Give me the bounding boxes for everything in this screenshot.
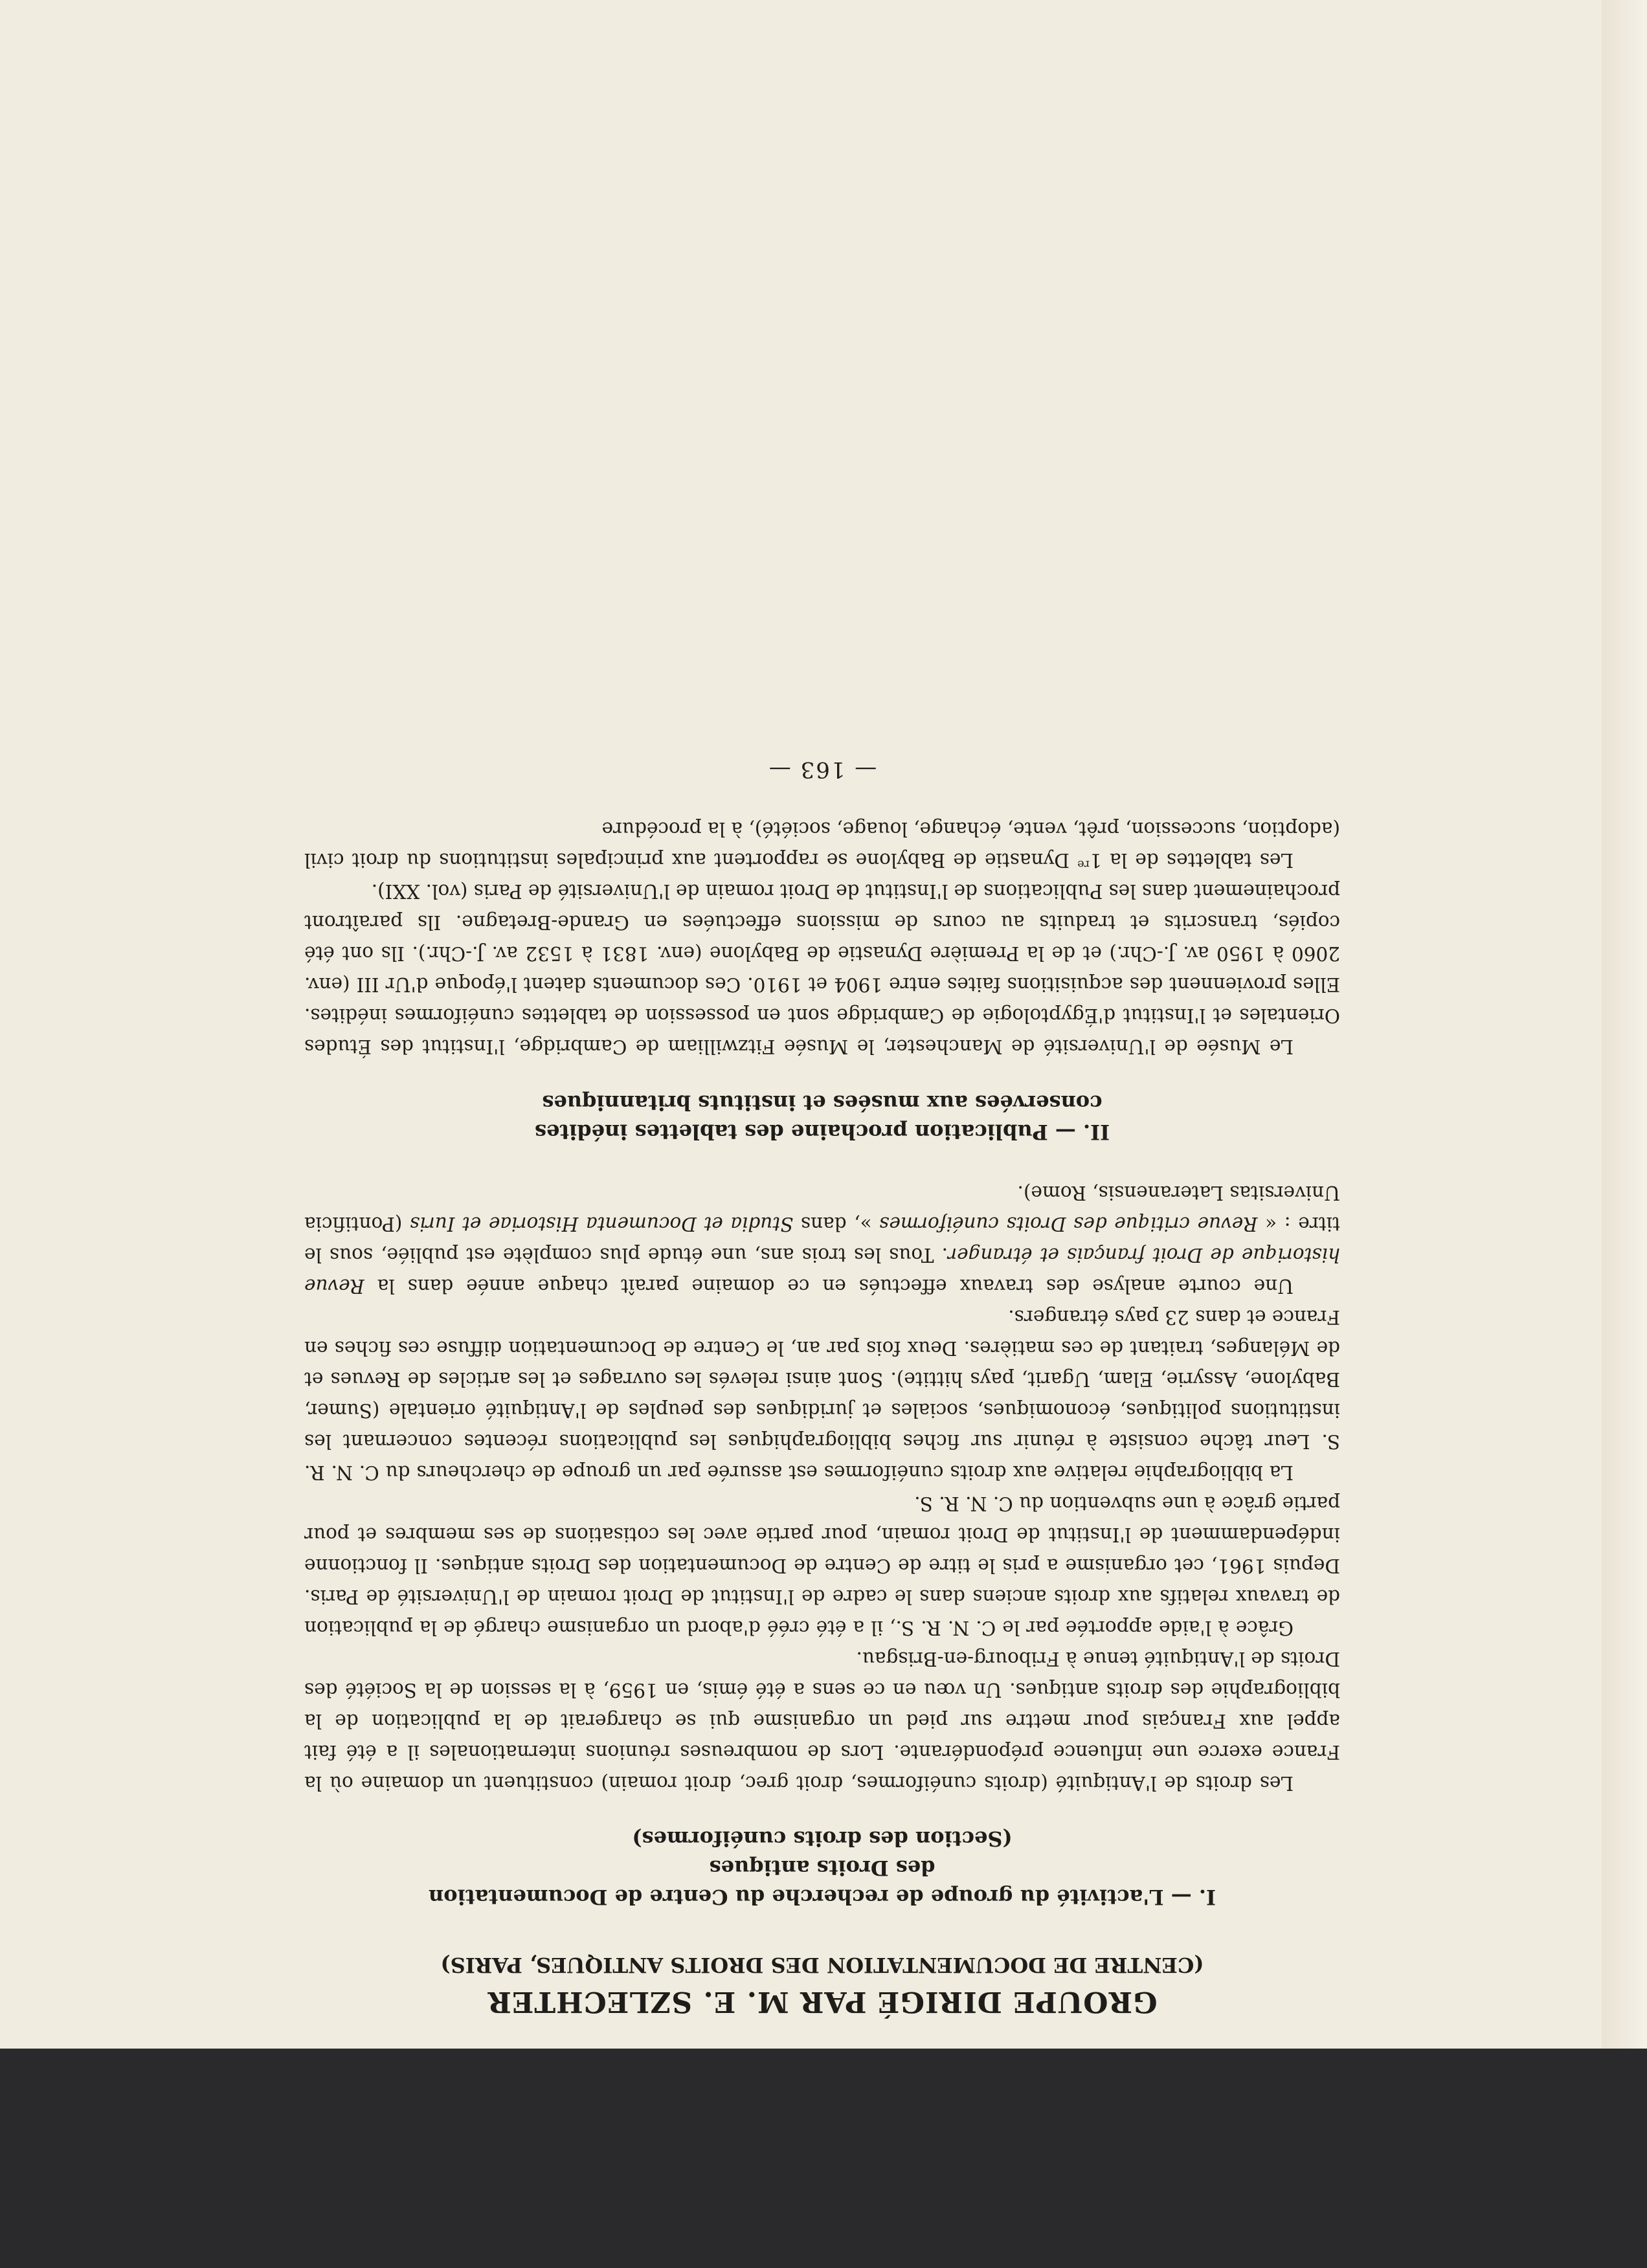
para2-superscript: re [1077, 857, 1090, 871]
para2-text-a: Les tablettes de la 1 [1090, 849, 1294, 872]
page-number: — 163 — [767, 757, 877, 783]
para4-text-b: . Tous les trois ans, une étude plus complète est publiée, sous le titre : « [304, 1212, 1340, 1266]
section-1-paragraph-2: Grâce à l'aide apportée par le C. N. R. S., il a été créé d'abord un organisme chargé de la publication de travaux relatifs aux droits anciens dans le cadre de l'Institut de Droit romain de l'Université de Paris. Depuis 1961, cet organisme a pris le titre de Centre de Documentation des Droits antiques. Il fonctionne indépendamment de l'Institut de Droit romain, pour partie avec les cotisations de ses membres et pour partie grâce à une subvention du C. N. R. S. [304, 1492, 1340, 1639]
section-1-paragraph-1: Les droits de l'Antiquité (droits cunéiformes, droit grec, droit romain) constituent un domaine où la France exerce une influence prépondérante. Lors de nombreuses réunions internationales il a été fait appel aux Français pour mettre sur pied un organisme qui se chargerait de la publication de la bibliographie des droits antiques. Un vœu en ce sens a été émis, en 1959, à la session de la Société des Droits de l'Antiquité tenue à Fribourg-en-Brisgau. [304, 1647, 1340, 1794]
section-2-paragraph-2 [304, 814, 1340, 876]
section-1-heading-line-1: I. — L'activité du groupe de recherche du Centre de Documentation [429, 1885, 1216, 1909]
para4-italic-revue-critique: Revue critique des Droits cunéiformes [879, 1212, 1258, 1235]
section-1-heading-line-3: (Section des droits cunéiformes) [632, 1827, 1013, 1852]
section-1-paragraph-3: La bibliographie relative aux droits cunéiformes est assurée par un groupe de chercheurs du C. N. R. S. Leur tâche consiste à réunir sur fiches bibliographiques les publications récentes concernant les institutions politiques, économiques, sociales et juridiques des peuples de l'Antiquité orientale (Sumer, Babylone, Assyrie, Elam, Ugarit, pays hittite). Sont ainsi relevés les ouvrages et les articles de Revues et de Mélanges, traitant de ces matières. Deux fois par an, le Centre de Documentation diffuse ces fiches en France et dans 23 pays étrangers. [304, 1306, 1340, 1484]
section-1-heading [343, 1825, 1301, 1911]
section-1-paragraph-4 [304, 1177, 1340, 1302]
para4-italic-revue-historique: Revue historique de Droit français et étranger [304, 1243, 1340, 1297]
para4-text-d: (Pontificia Universitas Lateranensis, Rome). [304, 1181, 1340, 1235]
para4-text-c: », dans [793, 1212, 880, 1235]
section-2-heading-line-1: II. — Publication prochaine des tablettes inédites [534, 1119, 1110, 1144]
para4-italic-studia: Studia et Documenta Historiae et Iuris [410, 1212, 794, 1235]
page-edge-shadow [1602, 0, 1647, 2049]
section-2-heading [343, 1088, 1301, 1146]
section-1-heading-line-2: des Droits antiques [709, 1856, 936, 1881]
section-2-heading-line-2: conservées aux musées et instituts britanniques [542, 1090, 1103, 1115]
scanner-background [0, 2049, 1647, 2268]
document-subtitle: (CENTRE DE DOCUMENTATION DES DROITS ANTIQUES, PARIS) [440, 1953, 1204, 1977]
printed-sheet-upside-down [304, 233, 1340, 2019]
section-2-paragraph-1: Le Musée de l'Université de Manchester, le Musée Fitzwilliam de Cambridge, l'Institut des Études Orientales et l'Institut d'Égyptologie de Cambridge sont en possession de tablettes cunéiformes inédites. Elles proviennent des acquisitions faites entre 1904 et 1910. Ces documents datent l'époque d'Ur III (env. 2060 à 1950 av. J.-Chr.) et de la Première Dynastie de Babylone (env. 1831 à 1532 av. J.-Chr.). Ils ont été copiés, transcrits et traduits au cours de missions effectuées en Grande-Bretagne. Ils paraîtront prochainement dans les Publications de l'Institut de Droit romain de l'Université de Paris (vol. XXI). [304, 880, 1340, 1058]
para2-text-b: Dynastie de Babylone se rapportent aux principales institutions du droit civil (adoption, succession, prêt, vente, échange, louage, société), à la procédure [304, 818, 1340, 872]
document-title: GROUPE DIRIGÉ PAR M. E. SZLECHTER [487, 1985, 1158, 2018]
para4-text-a: Une courte analyse des travaux effectués en ce domaine paraît chaque année dans la [364, 1274, 1294, 1297]
